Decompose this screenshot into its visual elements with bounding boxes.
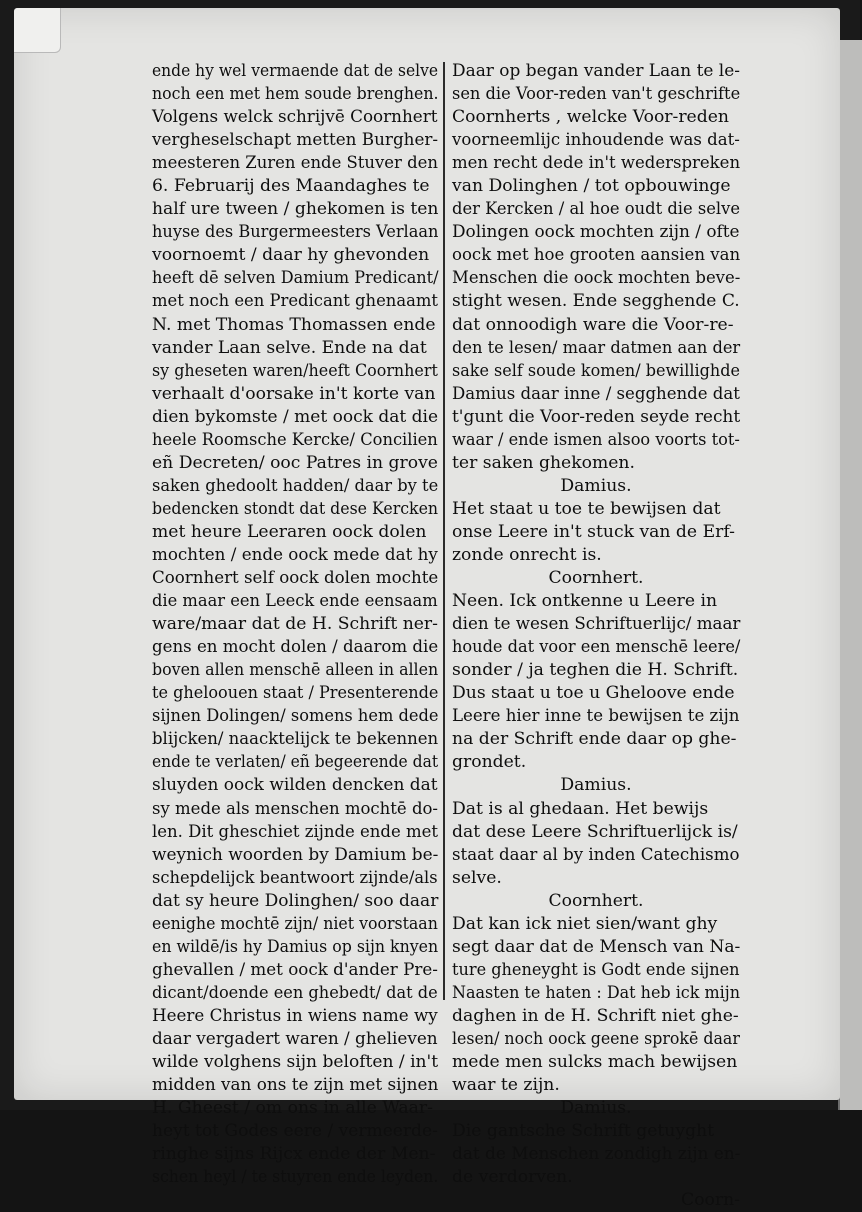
text-line: Coornherts , welcke Voor-reden [452, 107, 729, 128]
text-line: Neen. Ick ontkenne u Leere in [452, 591, 718, 612]
text-line: huyse des Burgermeesters Verlaan [152, 222, 439, 243]
text-line: midden van ons te zijn met sijnen [152, 1075, 439, 1096]
text-line: onse Leere in't stuck van de Erf- [452, 521, 735, 542]
text-line: noch een met hem soude brenghen. [152, 84, 439, 105]
text-line: Volgens welck schrijvē Coornhert [152, 107, 438, 128]
text-line: eenighe mochtē zijn/ niet voorstaan [152, 913, 438, 934]
speaker-heading: Damius. [560, 775, 632, 796]
text-line: die maar een Leeck ende eensaam [152, 591, 438, 612]
text-line: en wildē/is hy Damius op sijn knyen [152, 936, 439, 957]
text-line: saken ghedoolt hadden/ daar by te [152, 475, 439, 496]
text-line: daghen in de H. Schrift niet ghe- [452, 1005, 739, 1026]
text-line: heyt tot Godes eere / vermeerde- [152, 1121, 438, 1142]
text-line: Naasten te haten : Dat heb ick mijn [452, 982, 740, 1003]
text-line: stight wesen. Ende segghende C. [452, 291, 740, 312]
text-line: schepdelijck beantwoort zijnde/als [152, 867, 438, 888]
text-line: eñ Decreten/ ooc Patres in grove [152, 452, 438, 473]
text-line: bedencken stondt dat dese Kercken [152, 498, 439, 519]
text-line: segt daar dat de Mensch van Na- [452, 936, 741, 957]
text-line: houde dat voor een menschē leere/ [452, 637, 741, 658]
text-line: blijcken/ naacktelijck te bekennen [152, 729, 439, 750]
text-line: voorneemlijc inhoudende was dat- [452, 130, 740, 151]
text-line: ringhe sijns Rijcx ende der Men- [152, 1144, 436, 1165]
text-line: waar / ende ismen alsoo voorts tot- [452, 429, 740, 450]
text-line: Daar op began vander Laan te le- [452, 61, 740, 81]
text-line: voornoemt / daar hy ghevonden [152, 245, 430, 266]
text-line: gens en mocht dolen / daarom die [152, 637, 439, 658]
text-line: ghevallen / met oock d'ander Pre- [152, 959, 438, 980]
text-line: met heure Leeraren oock dolen [152, 521, 427, 542]
text-line: dat de Menschen zondigh zijn en- [452, 1144, 741, 1165]
text-line: wilde volghens sijn beloften / in't [152, 1052, 439, 1073]
text-line: den te lesen/ maar datmen aan der [452, 337, 741, 358]
speaker-heading: Coornhert. [548, 568, 644, 589]
text-line: dat onnoodigh ware die Voor-re- [452, 314, 734, 335]
text-line: grondet. [452, 752, 527, 773]
text-line: heeft dē selven Damium Predicant/ [152, 268, 439, 289]
text-line: mede men sulcks mach bewijsen [452, 1052, 738, 1073]
text-line: dat dese Leere Schriftuerlijck is/ [452, 821, 738, 842]
text-line: Heere Christus in wiens name wy [152, 1005, 438, 1026]
speaker-heading: Damius. [560, 1098, 632, 1119]
text-line: vergheselschapt metten Burgher- [152, 130, 439, 151]
text-line: sy gheseten waren/heeft Coornhert [152, 360, 438, 381]
text-line: oock met hoe grooten aansien van [452, 245, 741, 266]
text-line: Die gantsche Schrift getuyght [452, 1121, 715, 1142]
text-line: ture gheneyght is Godt ende sijnen [452, 959, 740, 980]
left-text-column [152, 60, 438, 1189]
text-line: t'gunt die Voor-reden seyde recht [452, 406, 741, 427]
text-line: staat daar al by inden Catechismo [452, 844, 740, 865]
text-line: vander Laan selve. Ende na dat [152, 337, 427, 358]
text-line: dat sy heure Dolinghen/ soo daar [152, 890, 439, 911]
speaker-heading: Damius. [560, 475, 632, 496]
text-line: ware/maar dat de H. Schrift ner- [152, 614, 438, 635]
text-line: der Kercken / al hoe oudt die selve [452, 199, 741, 220]
text-line: van Dolinghen / tot opbouwinge [452, 176, 731, 197]
text-line: ende te verlaten/ eñ begeerende dat [152, 752, 439, 773]
text-line: Dat is al ghedaan. Het bewijs [452, 798, 709, 819]
text-line: daar vergadert waren / ghelieven [152, 1028, 438, 1049]
text-line: sluyden oock wilden dencken dat [152, 775, 438, 796]
text-line: selve. [452, 867, 502, 888]
text-line: weynich woorden by Damium be- [152, 844, 439, 865]
text-line: Dus staat u toe u Gheloove ende [452, 683, 735, 704]
text-line: len. Dit gheschiet zijnde ende met [152, 821, 439, 842]
text-line: met noch een Predicant ghenaamt [152, 291, 438, 312]
text-line: zonde onrecht is. [452, 544, 602, 565]
text-line: waar te zijn. [452, 1075, 560, 1096]
text-line: dien te wesen Schriftuerlijc/ maar [452, 614, 741, 635]
text-line: lesen/ noch oock geene sprokē daar [452, 1028, 740, 1049]
text-line: ende hy wel vermaende dat de selve [152, 61, 439, 81]
text-line: sijnen Dolingen/ somens hem dede [152, 706, 439, 727]
catchword: Coorn- [681, 1190, 740, 1211]
text-line: schen heyl / te stuyren ende leyden. [152, 1167, 439, 1188]
text-line: N. met Thomas Thomassen ende [152, 314, 436, 335]
text-line: ter saken ghekomen. [452, 452, 635, 473]
text-line: Dolingen oock mochten zijn / ofte [452, 222, 740, 243]
text-line: dicant/doende een ghebedt/ dat de [152, 982, 438, 1003]
text-line: na der Schrift ende daar op ghe- [452, 729, 737, 750]
text-line: dien bykomste / met oock dat die [152, 406, 439, 427]
text-line: de verdorven. [452, 1167, 573, 1188]
speaker-heading: Coornhert. [548, 890, 644, 911]
text-line: boven allen menschē alleen in allen [152, 660, 439, 681]
column-divider [443, 62, 445, 1000]
text-line: Damius daar inne / segghende dat [452, 383, 740, 404]
text-line: mochten / ende oock mede dat hy [152, 544, 438, 565]
right-text-column [452, 60, 740, 1212]
text-line: Dat kan ick niet sien/want ghy [452, 913, 718, 934]
text-line: men recht dede in't wederspreken [452, 153, 741, 174]
text-line: 6. Februarij des Maandaghes te [152, 176, 430, 197]
text-line: Het staat u toe te bewijsen dat [452, 498, 721, 519]
text-line: meesteren Zuren ende Stuver den [152, 153, 438, 174]
text-line: Menschen die oock mochten beve- [452, 268, 741, 289]
text-line: Leere hier inne te bewijsen te zijn [452, 706, 740, 727]
text-line: sonder / ja teghen die H. Schrift. [452, 660, 739, 681]
text-line: sy mede als menschen mochtē do- [152, 798, 439, 819]
text-line: H. Gheest / om ons in alle Waar- [152, 1098, 433, 1119]
text-line: sen die Voor-reden van't geschrifte [452, 84, 741, 105]
text-line: te gheloouen staat / Presenterende [152, 683, 439, 704]
text-line: Coornhert self oock dolen mochte [152, 568, 439, 589]
text-line: sake self soude komen/ bewillighde [452, 360, 740, 381]
text-line: heele Roomsche Kercke/ Concilien [152, 429, 438, 450]
folded-corner [14, 8, 61, 53]
text-line: half ure tween / ghekomen is ten [152, 199, 439, 220]
adjacent-page-edge [838, 40, 862, 1110]
text-line: verhaalt d'oorsake in't korte van [152, 383, 436, 404]
